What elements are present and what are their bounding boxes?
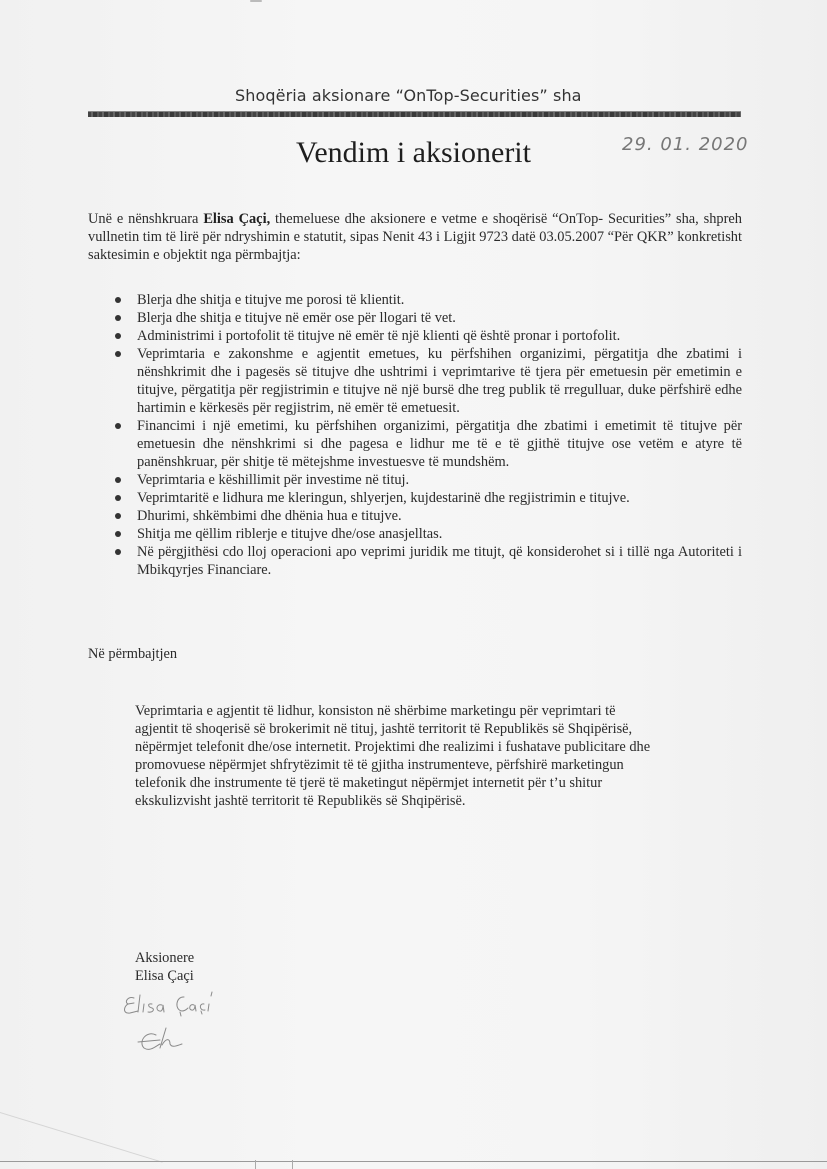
list-item-text: Dhurimi, shkëmbimi dhe dhënia hua e titujve.: [137, 508, 402, 524]
list-item: [115, 543, 742, 579]
bullet-icon: [115, 423, 121, 429]
page-edge: [0, 1161, 827, 1162]
signature-stroke: [138, 1040, 160, 1042]
bullet-icon: [115, 297, 121, 303]
bullet-icon: [115, 549, 121, 555]
content-line: Veprimtaria e agjentit të lidhur, konsiston në shërbime marketingu për veprimtari të: [135, 703, 616, 719]
signature-stroke: [201, 1011, 202, 1014]
list-item-text: Veprimtaritë e lidhura me kleringun, shlyerjen, kujdestarinë dhe regjistrimin e titujve.: [137, 490, 630, 506]
handwritten-signature: [120, 990, 260, 1060]
intro-paragraph: [88, 210, 742, 264]
signature-stroke: [128, 1003, 134, 1004]
content-paragraph: [135, 702, 725, 810]
document-title: Vendim i aksionerit: [296, 136, 531, 169]
content-line: telefonik dhe instrumente të tjerë të maketingut nëpërmjet internetit për t’u shitur: [135, 775, 603, 791]
section-label: Në përmbajtjen: [88, 646, 178, 662]
signatory-name: Elisa Çaçi: [135, 968, 194, 984]
list-item-text: Shitja me qëllim riblerje e titujve dhe/ose anasjelltas.: [137, 526, 443, 542]
activities-list: [115, 291, 742, 579]
list-item-text: Veprimtaria e zakonshme e agjentit emetues, ku përfshihen organizimi, përgatitja dhe zbatimi i nënshkrimit dhe i pagesës së titujve dhe ushtrimi i veprimtarive të tjera për emetuesin për emetimin e titujve, përgatitja për regjistrimin e titujve në një bursë dhe treg publik të rregulluar, duke përfshirë edhe hartimin e kërkesës për regjistrim, në emër të emetuesit.: [137, 346, 742, 416]
signatory-role: Aksionere: [135, 950, 195, 966]
signature-stroke: [208, 1004, 209, 1011]
paper-fold: [0, 1112, 163, 1163]
signature-stroke: [200, 1004, 205, 1010]
bullet-icon: [115, 333, 121, 339]
content-line: nëpërmjet telefonit dhe/ose internetit. Projektimi dhe realizimi i fushatave publicitare dhe: [135, 739, 651, 755]
bullet-icon: [115, 495, 121, 501]
signature-stroke: [125, 998, 139, 1013]
list-item-text: Financimi i një emetimi, ku përfshihen organizimi, përgatitja dhe zbatimi i emetimit të titujve për emetuesin dhe nënshkrimi si dhe pagesa e lidhur me të e të gjithë titujve ose vetëm e atyre të panënshkruar, për shitje të mëtejshme investuesve të mundshëm.: [137, 418, 742, 470]
list-item: [115, 291, 742, 309]
intro-after: themeluese dhe aksionere e vetme e shoqërisë “OnTop- Securities” sha, shpreh vullnetin tim të lirë për ndryshimin e statutit, sipas Nenit 43 i Ligjit 9723 datë 03.05.2007 “Për QKR” konkretisht saktesimin e objektit nga përmbajtja:: [88, 211, 742, 263]
list-item: [115, 309, 742, 327]
bullet-icon: [115, 351, 121, 357]
header-divider: [88, 111, 741, 117]
content-line: agjentit të shoqerisë së brokerimit në tituj, jashtë territorit të Republikës së Shqipërisë,: [135, 721, 633, 737]
list-item-text: Blerja dhe shitja e titujve me porosi të klientit.: [137, 292, 405, 308]
handwritten-date: 29. 01. 2020: [622, 134, 749, 155]
signature-stroke: [190, 1005, 196, 1011]
content-line: promovuese nëpërmjet shfrytëzimit të të gjitha instrumenteve, përfshirë marketingun: [135, 757, 624, 773]
bullet-icon: [115, 531, 121, 537]
signature-stroke: [148, 1004, 153, 1012]
signature-stroke: [160, 1028, 166, 1048]
signature-stroke: [157, 1005, 164, 1012]
signature-stroke: [180, 1012, 181, 1016]
company-header: Shoqëria aksionare “OnTop-Securities” sha: [235, 86, 582, 105]
list-item-text: Veprimtaria e këshillimit për investime në tituj.: [137, 472, 410, 488]
bullet-icon: [115, 315, 121, 321]
shareholder-name: Elisa Çaçi,: [203, 211, 271, 227]
signature-stroke: [177, 997, 188, 1011]
list-item: [115, 525, 742, 543]
scan-artifact: [255, 1160, 256, 1169]
list-item: [115, 489, 742, 507]
list-item: [115, 507, 742, 525]
bullet-icon: [115, 513, 121, 519]
list-item-text: Në përgjithësi cdo lloj operacioni apo veprimi juridik me titujt, që konsiderohet si i tillë nga Autoriteti i Mbikqyrjes Financiare.: [137, 544, 742, 578]
list-item: [115, 417, 742, 471]
signature-stroke: [143, 1004, 144, 1012]
scan-artifact: [292, 1160, 293, 1169]
list-item-text: Administrimi i portofolit të titujve në emër të një klienti që është pronar i portofolit.: [137, 328, 621, 344]
signature-stroke: [162, 1040, 182, 1047]
content-line: ekskulizvisht jashtë territorit të Republikës së Shqipërisë.: [135, 793, 466, 809]
scan-artifact: [250, 0, 262, 2]
bullet-icon: [115, 477, 121, 483]
signature-strokes: [125, 992, 213, 1049]
signature-stroke: [138, 995, 140, 1012]
intro-before: Unë e nënshkruara: [88, 211, 204, 227]
signature-stroke: [211, 992, 212, 996]
list-item-text: Blerja dhe shitja e titujve në emër ose për llogari të vet.: [137, 310, 456, 326]
list-item: [115, 471, 742, 489]
list-item: [115, 345, 742, 417]
list-item: [115, 327, 742, 345]
